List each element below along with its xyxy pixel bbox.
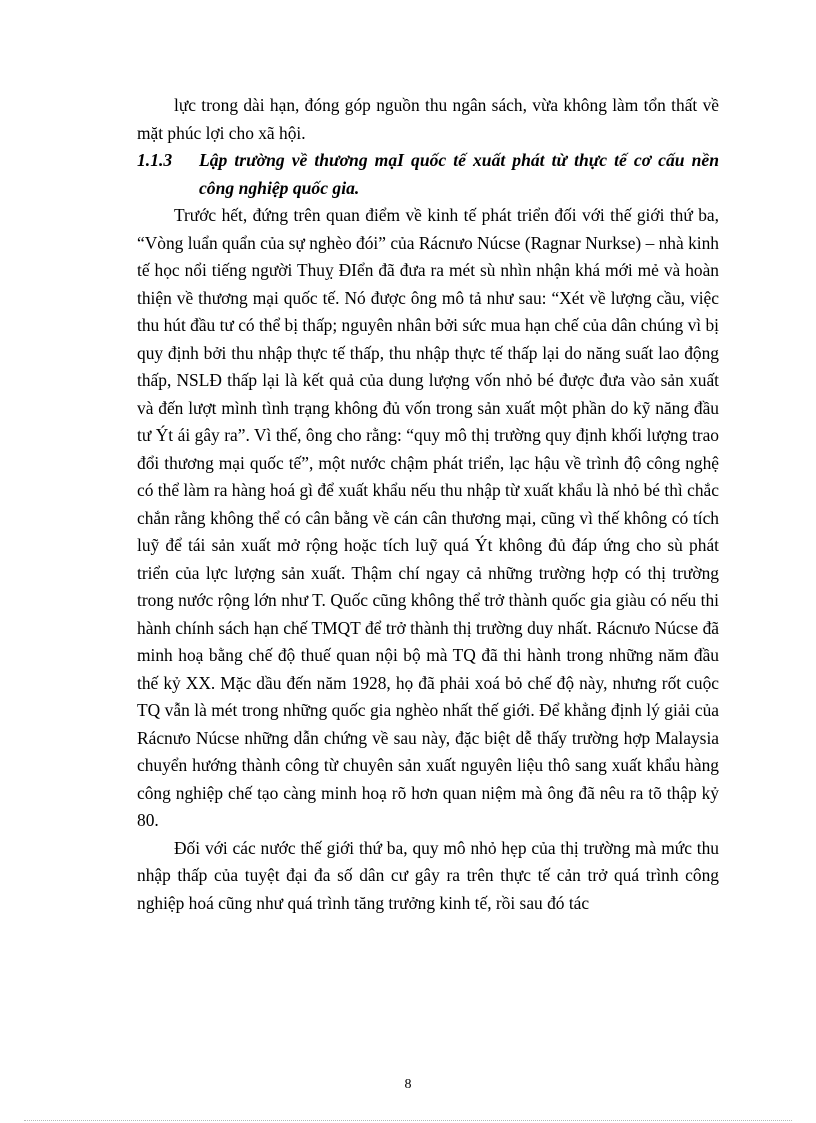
- page-body: [137, 92, 719, 917]
- section-heading: [137, 147, 719, 202]
- paragraph-nurkse: Trước hết, đứng trên quan điểm về kinh tế phát triển đối với thế giới thứ ba, “Vòng luẩn quẩn của sự nghèo đói” của Rácnưo Núcse (Ragnar Nurkse) – nhà kinh tế học nổi tiếng người Thuỵ ĐIển đã đưa ra mét sù nhìn nhận khá mới mẻ và hoàn thiện về thương mại quốc tế. Nó được ông mô tả như sau: “Xét về lượng cầu, việc thu hút đầu tư có thể bị thấp; nguyên nhân bởi sức mua hạn chế của dân chúng vì bị quy định bởi thu nhập thực tế thấp, thu nhập thực tế thấp lại do năng suất lao động thấp, NSLĐ thấp lại là kết quả của dung lượng vốn nhỏ bé được đưa vào sản xuất và đến lượt mình tình trạng không đủ vốn trong sản xuất một phần do kỹ năng đầu tư Ýt ái gây ra”. Vì thế, ông cho rằng: “quy mô thị trường quy định khối lượng trao đổi thương mại quốc tế”, một nước chậm phát triển, lạc hậu về trình độ công nghệ có thể làm ra hàng hoá gì để xuất khẩu nếu thu nhập từ xuất khẩu là nhỏ bé thì chắc chắn rằng không thể có cân bằng về cán cân thương mại, cũng vì thế không có tích luỹ để tái sản xuất mở rộng hoặc tích luỹ quá Ýt không đủ đáp ứng cho sù phát triển của lực lượng sản xuất. Thậm chí ngay cả những trường hợp có thị trường trong nước rộng lớn như T. Quốc cũng không thể trở thành quốc gia giàu có nếu thi hành chính sách hạn chế TMQT để trở thành thị trường duy nhất. Rácnưo Núcse đã minh hoạ bằng chế độ thuế quan nội bộ mà TQ đã thi hành trong những năm đầu thế kỷ XX. Mặc dầu đến năm 1928, họ đã phải xoá bỏ chế độ này, nhưng rốt cuộc TQ vẫn là mét trong những quốc gia nghèo nhất thế giới. Để khẳng định lý giải của Rácnưo Núcse những dẫn chứng về sau này, đặc biệt dễ thấy trường hợp Malaysia chuyển hướng thành công từ chuyên sản xuất nguyên liệu thô sang xuất khẩu hàng công nghiệp chế tạo càng minh hoạ rõ hơn quan niệm mà ông đã nêu ra tõ thập kỷ 80.: [137, 205, 719, 830]
- section-number: 1.1.3: [137, 150, 173, 170]
- page-number: 8: [404, 1077, 412, 1092]
- section-title: Lập trường về thương mạI quốc tế xuất phát từ thực tế cơ cấu nền công nghiệp quốc gia.: [199, 150, 719, 198]
- paragraph-third-world: Đối với các nước thế giới thứ ba, quy mô nhỏ hẹp của thị trường mà mức thu nhập thấp của tuyệt đại đa số dân cư gây ra trên thực tế cản trở quá trình công nghiệp hoá cũng như quá trình tăng trưởng kinh tế, rồi sau đó tác: [137, 837, 719, 913]
- page-bottom-divider: [24, 1120, 792, 1121]
- paragraph-continuation: lực trong dài hạn, đóng góp nguồn thu ngân sách, vừa không làm tổn thất về mặt phúc lợi cho xã hội.: [137, 95, 719, 143]
